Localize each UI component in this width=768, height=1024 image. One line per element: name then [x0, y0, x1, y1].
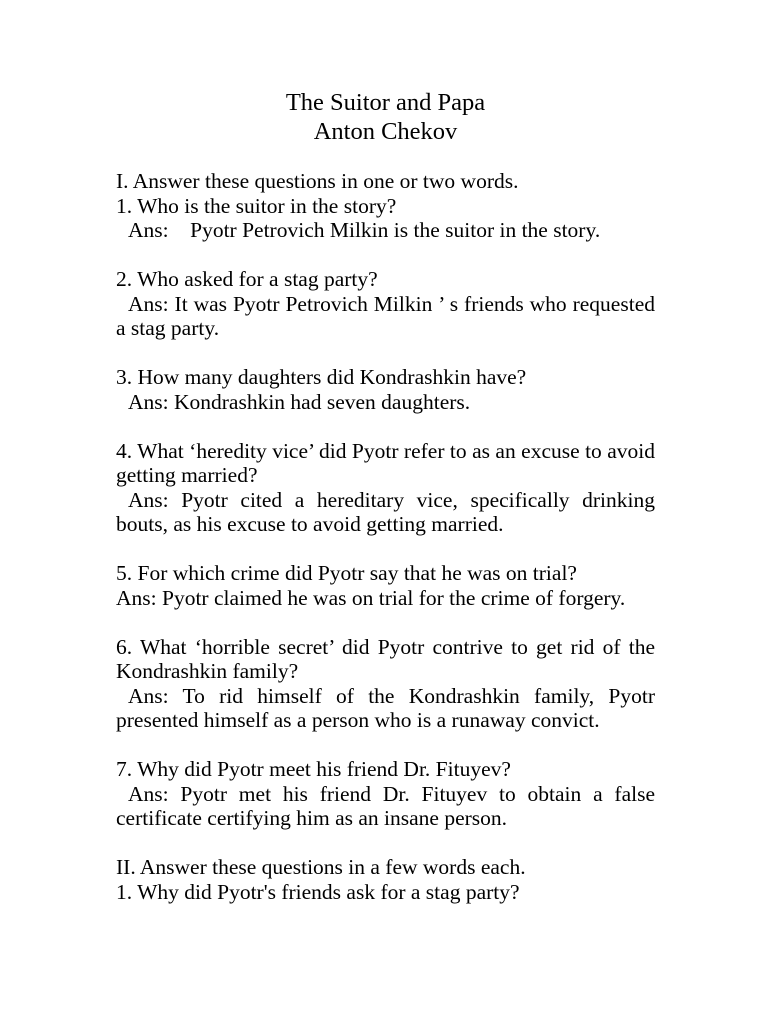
section-2-heading: II. Answer these questions in a few words each. — [116, 855, 526, 879]
question-4: 4. What ‘heredity vice’ did Pyotr refer to as an excuse to avoid getting married? — [116, 438, 655, 487]
question-5: 5. For which crime did Pyotr say that he was on trial? — [116, 561, 577, 585]
qa-item-5 — [116, 561, 655, 610]
qa-item-7 — [116, 757, 655, 831]
question-6: 6. What ‘horrible secret’ did Pyotr contrive to get rid of the Kondrashkin family? — [116, 634, 655, 683]
qa-item-1 — [116, 194, 655, 243]
document-title: The Suitor and Papa — [285, 89, 486, 116]
section-1 — [116, 169, 655, 831]
answer-2: Ans: It was Pyotr Petrovich Milkin ’ s friends who requested a stag party. — [116, 291, 655, 340]
qa-item-3 — [116, 365, 655, 414]
section-2 — [116, 855, 655, 904]
document-page — [116, 88, 655, 904]
qa-item-2 — [116, 267, 655, 341]
answer-1: Ans: Pyotr Petrovich Milkin is the suitor in the story. — [128, 218, 601, 242]
section-1-heading: I. Answer these questions in one or two words. — [116, 169, 519, 193]
answer-6: Ans: To rid himself of the Kondrashkin family, Pyotr presented himself as a person who is a runaway convict. — [116, 683, 655, 732]
question-1: 1. Who is the suitor in the story? — [116, 193, 397, 218]
answer-7: Ans: Pyotr met his friend Dr. Fituyev to obtain a false certificate certifying him as an insane person. — [116, 781, 655, 830]
answer-5: Ans: Pyotr claimed he was on trial for the crime of forgery. — [116, 585, 626, 610]
answer-4: Ans: Pyotr cited a hereditary vice, specifically drinking bouts, as his excuse to avoid getting married. — [116, 487, 655, 536]
qa-item-6 — [116, 635, 655, 733]
qa-item-4 — [116, 439, 655, 537]
question-7: 7. Why did Pyotr meet his friend Dr. Fituyev? — [116, 757, 511, 781]
title-block — [116, 88, 655, 146]
question-3: 3. How many daughters did Kondrashkin have? — [116, 365, 527, 389]
question-2: 2. Who asked for a stag party? — [116, 267, 378, 291]
answer-3: Ans: Kondrashkin had seven daughters. — [128, 389, 471, 414]
document-author: Anton Chekov — [313, 118, 458, 145]
section-2-question-1: 1. Why did Pyotr's friends ask for a stag party? — [116, 879, 520, 904]
